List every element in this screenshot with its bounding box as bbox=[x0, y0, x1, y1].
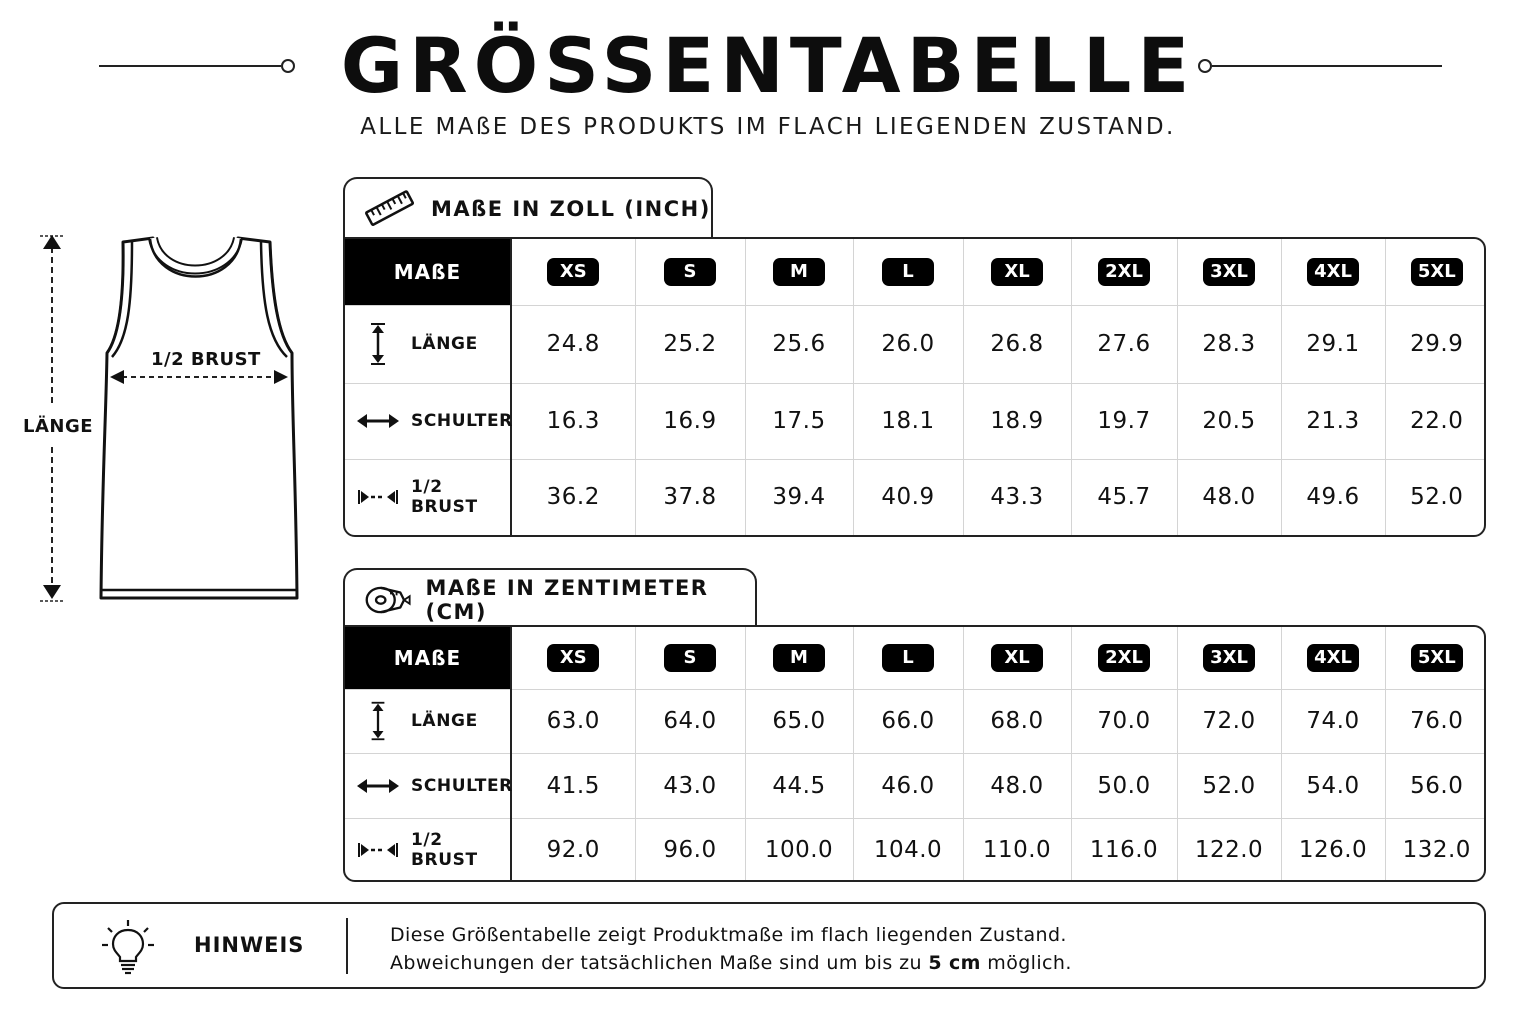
note-divider bbox=[346, 918, 348, 974]
page-title: GRÖSSENTABELLE bbox=[340, 21, 1196, 110]
cm-header-row bbox=[345, 627, 1486, 689]
table-row bbox=[345, 459, 1486, 535]
cell: 37.8 bbox=[635, 459, 745, 535]
table-row bbox=[345, 383, 1486, 459]
cell: 29.1 bbox=[1281, 305, 1385, 383]
inch-row-length-label: LÄNGE bbox=[345, 305, 511, 383]
cm-tab-title: MAßE IN ZENTIMETER (CM) bbox=[425, 576, 709, 624]
cell: 122.0 bbox=[1177, 818, 1281, 882]
inch-tab bbox=[343, 177, 713, 239]
cell: 48.0 bbox=[963, 753, 1071, 818]
inch-size-2xl: 2XL bbox=[1071, 239, 1177, 305]
cm-size-m: M bbox=[745, 627, 853, 689]
inch-size-4xl: 4XL bbox=[1281, 239, 1385, 305]
horizontal-arrow-icon bbox=[355, 776, 401, 796]
cm-size-xl: XL bbox=[963, 627, 1071, 689]
cell: 24.8 bbox=[511, 305, 635, 383]
measuring-tape-icon bbox=[363, 580, 412, 620]
inch-size-5xl: 5XL bbox=[1385, 239, 1486, 305]
page-subtitle: ALLE MAßE DES PRODUKTS IM FLACH LIEGENDEN ZUSTAND. bbox=[360, 114, 1176, 140]
cell: 29.9 bbox=[1385, 305, 1486, 383]
cell: 110.0 bbox=[963, 818, 1071, 882]
cell: 76.0 bbox=[1385, 689, 1486, 753]
ruler-icon bbox=[363, 189, 417, 229]
cell: 56.0 bbox=[1385, 753, 1486, 818]
cell: 116.0 bbox=[1071, 818, 1177, 882]
inch-table bbox=[343, 237, 1486, 537]
cell: 16.3 bbox=[511, 383, 635, 459]
cell: 74.0 bbox=[1281, 689, 1385, 753]
cm-size-xs: XS bbox=[511, 627, 635, 689]
inch-size-m: M bbox=[745, 239, 853, 305]
vertical-arrow-icon bbox=[355, 700, 401, 742]
cell: 132.0 bbox=[1402, 837, 1471, 864]
cell: 20.5 bbox=[1177, 383, 1281, 459]
cell: 21.3 bbox=[1281, 383, 1385, 459]
cell: 104.0 bbox=[853, 818, 963, 882]
cell: 25.2 bbox=[635, 305, 745, 383]
cm-row-shoulder-label: SCHULTER bbox=[345, 753, 511, 818]
cell: 43.3 bbox=[963, 459, 1071, 535]
cell: 19.7 bbox=[1071, 383, 1177, 459]
dashed-arrow-icon bbox=[355, 840, 401, 860]
note-title: HINWEIS bbox=[194, 933, 305, 957]
cm-size-3xl: 3XL bbox=[1177, 627, 1281, 689]
cell: 52.0 bbox=[1410, 484, 1464, 511]
lightbulb-icon bbox=[100, 918, 156, 976]
note-box bbox=[52, 902, 1486, 989]
cell: 40.9 bbox=[853, 459, 963, 535]
cell: 64.0 bbox=[635, 689, 745, 753]
cell: 49.6 bbox=[1281, 459, 1385, 535]
cell: 70.0 bbox=[1071, 689, 1177, 753]
vertical-arrow-icon bbox=[355, 321, 401, 367]
note-text bbox=[390, 921, 1072, 977]
cell: 52.0 bbox=[1177, 753, 1281, 818]
inch-size-s: S bbox=[635, 239, 745, 305]
cell: 16.9 bbox=[635, 383, 745, 459]
cell: 126.0 bbox=[1281, 818, 1385, 882]
cm-table bbox=[343, 625, 1486, 882]
inch-size-xs: XS bbox=[511, 239, 635, 305]
length-label: LÄNGE bbox=[23, 416, 94, 437]
cm-size-5xl: 5XL bbox=[1385, 627, 1486, 689]
table-row bbox=[345, 818, 1486, 882]
cell: 46.0 bbox=[853, 753, 963, 818]
cell: 50.0 bbox=[1071, 753, 1177, 818]
cell: 72.0 bbox=[1177, 689, 1281, 753]
inch-row-shoulder-label: SCHULTER bbox=[345, 383, 511, 459]
cell: 45.7 bbox=[1071, 459, 1177, 535]
cell: 25.6 bbox=[745, 305, 853, 383]
cell: 17.5 bbox=[745, 383, 853, 459]
note-line-2: Abweichungen der tatsächlichen Maße sind um bis zu 5 cm möglich. bbox=[390, 952, 1072, 974]
cell: 100.0 bbox=[745, 818, 853, 882]
table-row bbox=[345, 689, 1486, 753]
inch-size-xl: XL bbox=[963, 239, 1071, 305]
cell: 18.1 bbox=[853, 383, 963, 459]
cell: 43.0 bbox=[635, 753, 745, 818]
cm-tab bbox=[343, 568, 757, 630]
cell: 65.0 bbox=[745, 689, 853, 753]
inch-size-l: L bbox=[853, 239, 963, 305]
cell: 27.6 bbox=[1071, 305, 1177, 383]
title-wrap bbox=[0, 22, 1536, 110]
cell: 36.2 bbox=[511, 459, 635, 535]
cm-row-chest-label: 1/2 BRUST bbox=[345, 818, 511, 882]
table-row bbox=[345, 305, 1486, 383]
cell: 28.3 bbox=[1177, 305, 1281, 383]
tank-top-diagram bbox=[0, 225, 320, 615]
note-highlight: 5 cm bbox=[928, 952, 981, 974]
cell: 22.0 bbox=[1385, 383, 1486, 459]
chest-label: 1/2 BRUST bbox=[151, 349, 261, 370]
horizontal-arrow-icon bbox=[355, 411, 401, 431]
cm-row-length-label: LÄNGE bbox=[345, 689, 511, 753]
inch-tab-title: MAßE IN ZOLL (INCH) bbox=[431, 197, 711, 221]
inch-header-row bbox=[345, 239, 1486, 305]
cell: 96.0 bbox=[635, 818, 745, 882]
cm-size-2xl: 2XL bbox=[1071, 627, 1177, 689]
inch-row-chest-label: 1/2 BRUST bbox=[345, 459, 511, 535]
table-row bbox=[345, 753, 1486, 818]
cm-corner-label: MAßE bbox=[345, 627, 511, 689]
cm-size-l: L bbox=[853, 627, 963, 689]
cell: 41.5 bbox=[511, 753, 635, 818]
cell: 26.8 bbox=[963, 305, 1071, 383]
cell: 54.0 bbox=[1281, 753, 1385, 818]
cm-size-4xl: 4XL bbox=[1281, 627, 1385, 689]
cell: 26.0 bbox=[853, 305, 963, 383]
dashed-arrow-icon bbox=[355, 487, 401, 507]
cell: 92.0 bbox=[511, 818, 635, 882]
cm-size-s: S bbox=[635, 627, 745, 689]
cell: 44.5 bbox=[745, 753, 853, 818]
cell: 66.0 bbox=[853, 689, 963, 753]
cell: 48.0 bbox=[1177, 459, 1281, 535]
cell: 68.0 bbox=[963, 689, 1071, 753]
inch-size-3xl: 3XL bbox=[1177, 239, 1281, 305]
note-line-1: Diese Größentabelle zeigt Produktmaße im flach liegenden Zustand. bbox=[390, 924, 1067, 946]
cell: 63.0 bbox=[511, 689, 635, 753]
cell: 18.9 bbox=[963, 383, 1071, 459]
cell: 39.4 bbox=[745, 459, 853, 535]
inch-corner-label: MAßE bbox=[345, 239, 511, 305]
